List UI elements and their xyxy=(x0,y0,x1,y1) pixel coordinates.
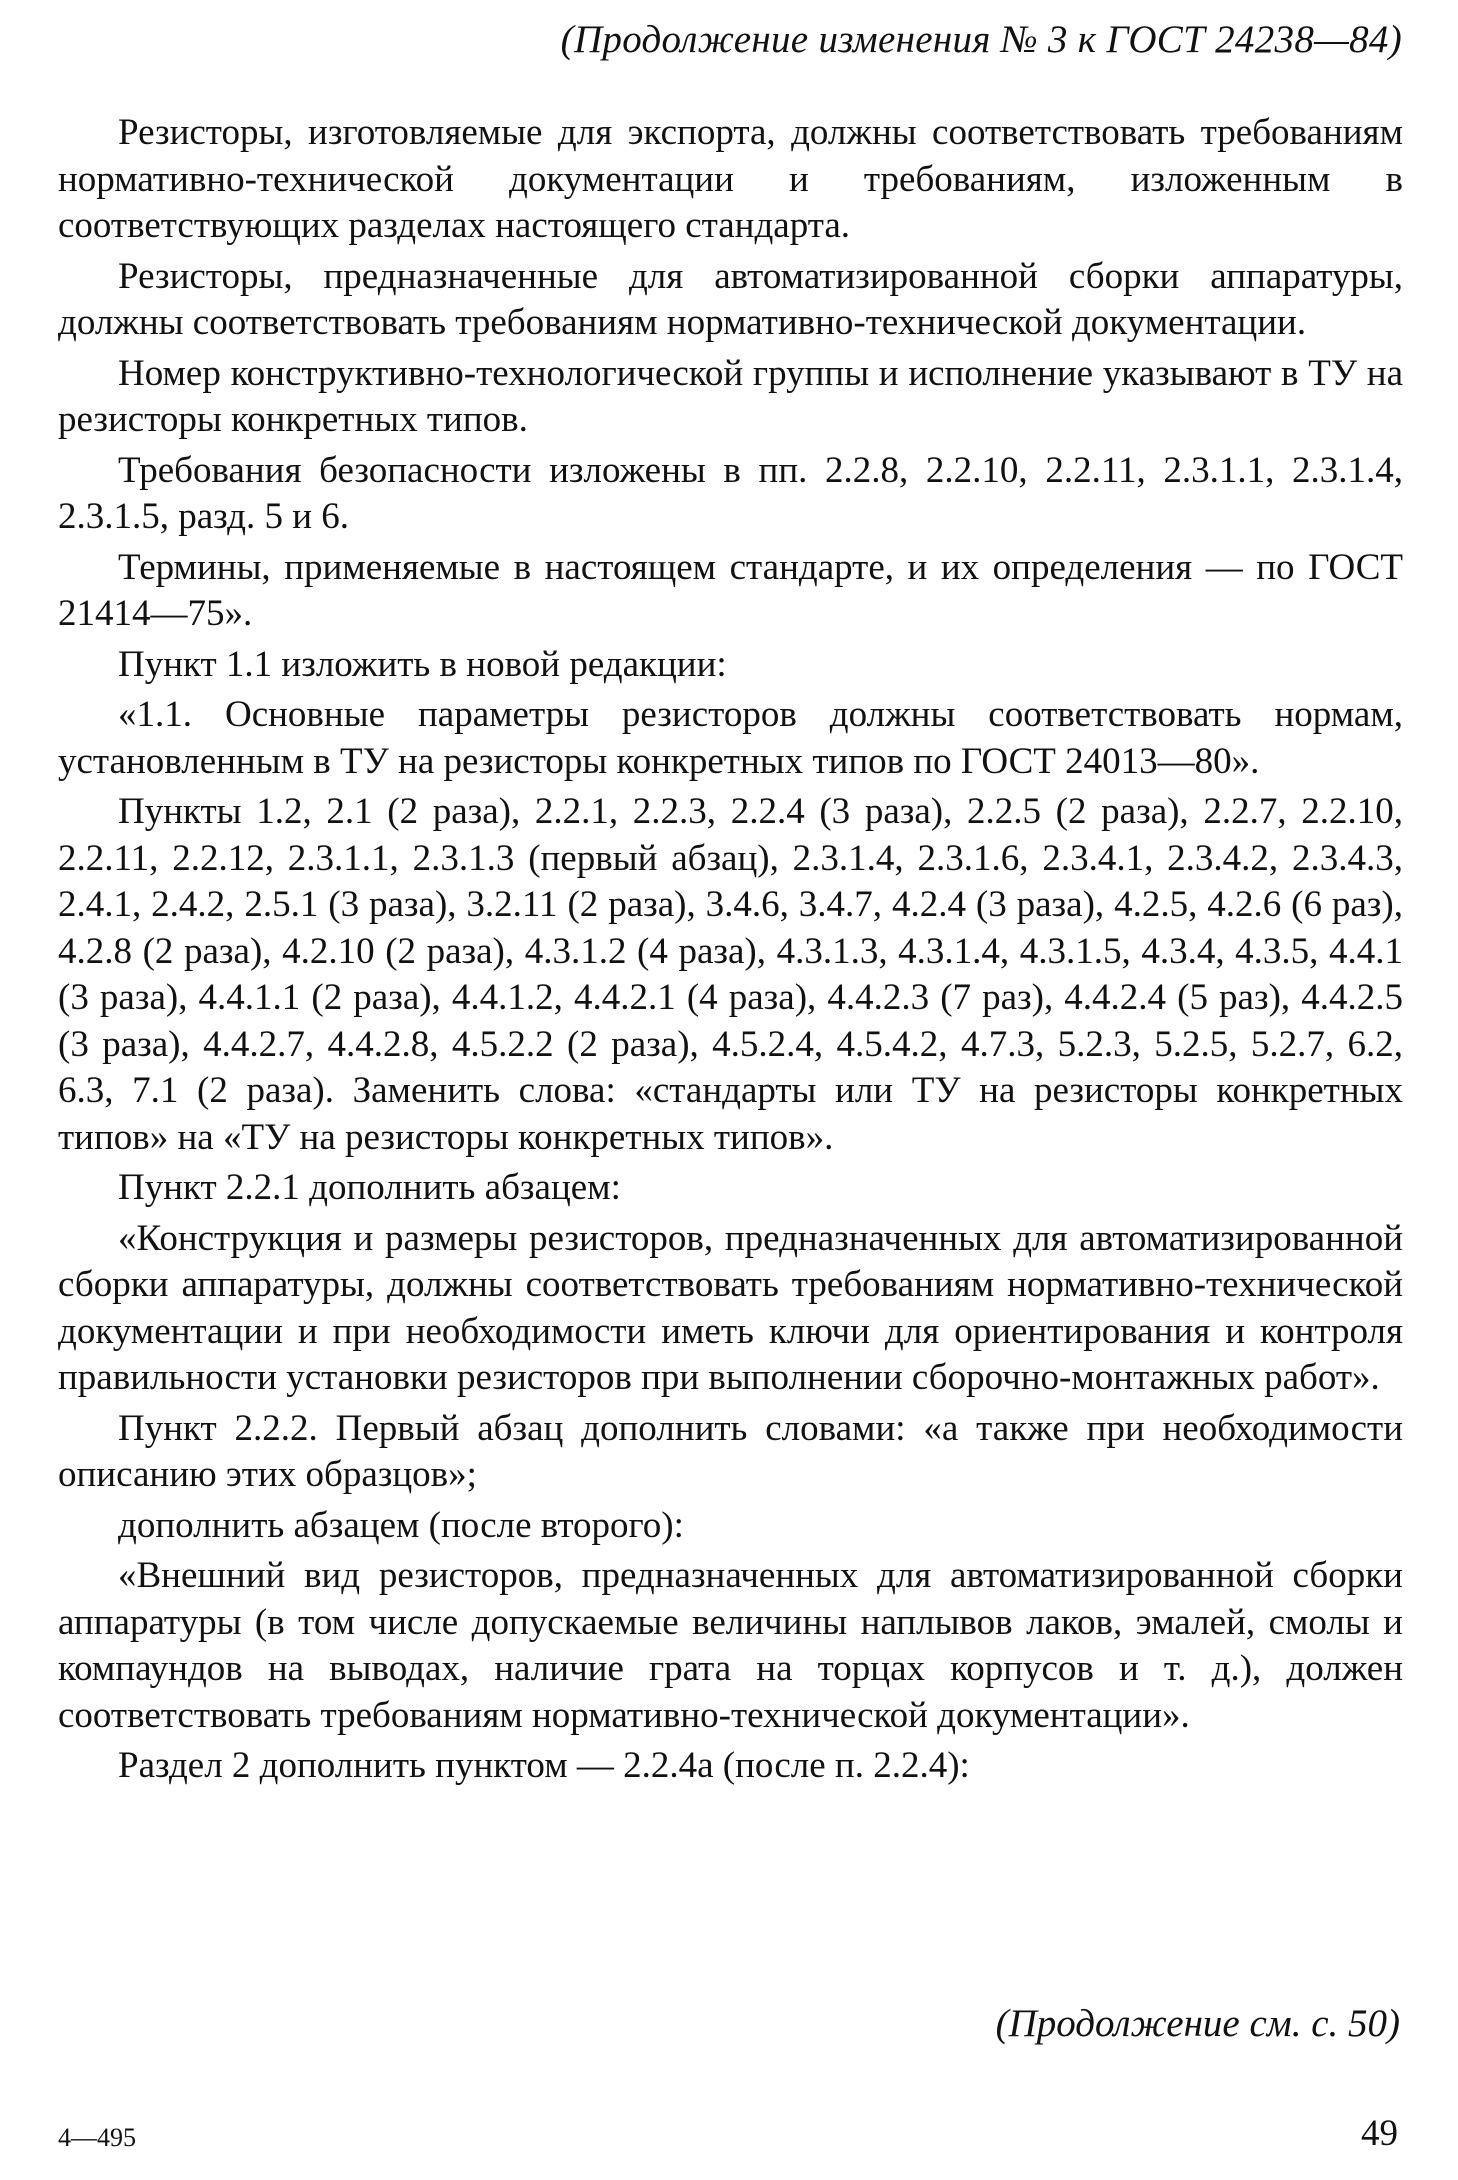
paragraph-clause-1-1-intro: Пункт 1.1 изложить в новой редакции: xyxy=(118,643,727,685)
paragraph-safety-requirements: Требования безопасности изложены в пп. 2.2.8, 2.2.10, 2.2.11, 2.3.1.1, 2.3.1.4, 2.3.1.5, разд. 5 и 6. xyxy=(58,449,1403,537)
paragraph-section-2-addition: Раздел 2 дополнить пунктом — 2.2.4а (после п. 2.2.4): xyxy=(118,1745,970,1786)
paragraph-terms: Термины, применяемые в настоящем стандарте, и их определения — по ГОСТ 21414—75». xyxy=(58,546,1403,634)
page-number: 49 xyxy=(1361,2113,1398,2154)
paragraph-clause-1-1-text: «1.1. Основные параметры резисторов должны соответствовать нормам, установленным в ТУ на резисторы конкретных типов по ГОСТ 24013—80». xyxy=(58,694,1403,782)
paragraph-appearance-requirements: «Внешний вид резисторов, предназначенных для автоматизированной сборки аппаратуры (в том числе допускаемые величины наплывов лаков, эмалей, смолы и компаундов на выводах, наличие грата на торцах корпусов и т. д.), должен соответствовать требованиям нормативно-технической документации». xyxy=(58,1555,1403,1736)
paragraph-clause-2-2-1-intro: Пункт 2.2.1 дополнить абзацем: xyxy=(118,1167,621,1208)
paragraph-add-after-second: дополнить абзацем (после второго): xyxy=(118,1504,684,1546)
paragraph-group-number: Номер конструктивно-технологической группы и исполнение указывают в ТУ на резисторы конкретных типов. xyxy=(58,352,1403,440)
paragraph-clause-2-2-1-text: «Конструкция и размеры резисторов, предназначенных для автоматизированной сборки аппаратуры, должны соответствовать требованиям нормативно-технической документации и при необходимости иметь ключи для ориентирования и контроля правильности установки резисторов при выполнении сборочно-монтажных работ». xyxy=(58,1217,1403,1398)
continuation-note: (Продолжение см. с. 50) xyxy=(995,2002,1400,2045)
paragraph-clause-2-2-2: Пункт 2.2.2. Первый абзац дополнить словами: «а также при необходимости описанию этих образцов»; xyxy=(58,1407,1403,1495)
paragraph-automated-assembly: Резисторы, предназначенные для автоматизированной сборки аппаратуры, должны соответствовать требованиям нормативно-технической документации. xyxy=(58,255,1403,343)
paragraph-clause-replacements: Пункты 1.2, 2.1 (2 раза), 2.2.1, 2.2.3, 2.2.4 (3 раза), 2.2.5 (2 раза), 2.2.7, 2.2.10, 2.2.11, 2.2.12, 2.3.1.1, 2.3.1.3 (первый абзац), 2.3.1.4, 2.3.1.6, 2.3.4.1, 2.3.4.2, 2.3.4.3, 2.4.1, 2.4.2, 2.5.1 (3 раза), 3.2.11 (2 раза), 3.4.6, 3.4.7, 4.2.4 (3 раза), 4.2.5, 4.2.6 (6 раз), 4.2.8 (2 раза), 4.2.10 (2 раза), 4.3.1.2 (4 раза), 4.3.1.3, 4.3.1.4, 4.3.1.5, 4.3.4, 4.3.5, 4.4.1 (3 раза), 4.4.1.1 (2 раза), 4.4.1.2, 4.4.2.1 (4 раза), 4.4.2.3 (7 раз), 4.4.2.4 (5 раз), 4.4.2.5 (3 раза), 4.4.2.7, 4.4.2.8, 4.5.2.2 (2 раза), 4.5.2.4, 4.5.4.2, 4.7.3, 5.2.3, 5.2.5, 5.2.7, 6.2, 6.3, 7.1 (2 раза). Заменить слова: «стандарты или ТУ на резисторы конкретных типов» на «ТУ на резисторы конкретных типов». xyxy=(58,791,1403,1158)
document-body xyxy=(58,110,1403,1794)
page-header: (Продолжение изменения № 3 к ГОСТ 24238—84) xyxy=(560,18,1402,61)
paragraph-export-requirements: Резисторы, изготовляемые для экспорта, должны соответствовать требованиям нормативно-технической документации и требованиям, изложенным в соответствующих разделах настоящего стандарта. xyxy=(58,112,1403,246)
footer-code: 4—495 xyxy=(58,2123,136,2152)
